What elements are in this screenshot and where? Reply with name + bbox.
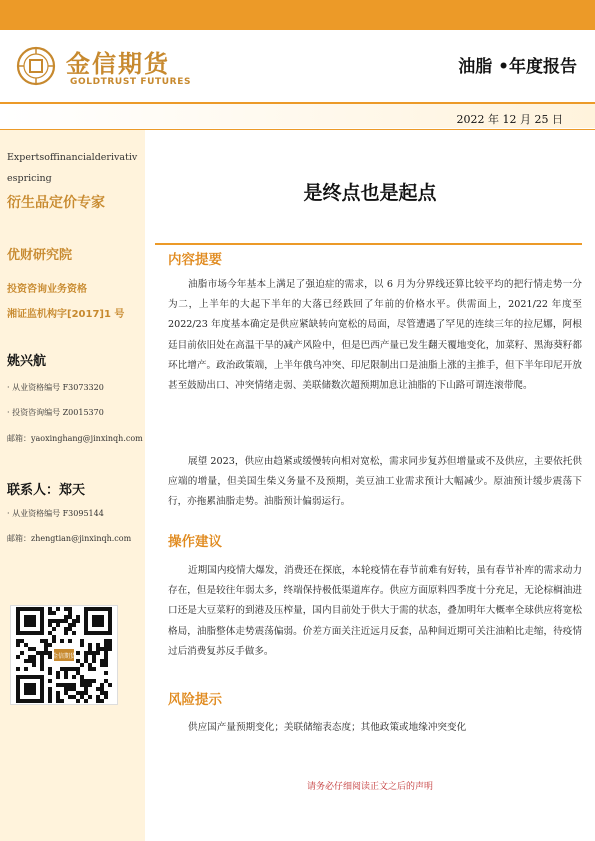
advice-paragraph: 近期国内疫情大爆发，消费还在探底，本轮疫情在春节前难有好转，虽有春节补库的需求动力存在，但是较往年弱太多，终端保持极低渠道库存。供应方面原料四季度十分充足，无论棕榈油进口还是大豆菜籽的到港及压榨量，国内目前处于供大于需的状态，叠加明年大概率全球供应将宽松格局，油脂整体走势震荡偏弱。价差方面关注近远月反套，品种间近期可关注油粕比走缩，待疫情过后消费复苏反手做多。 <box>168 565 582 657</box>
risk-paragraph: 供应国产量预期变化；美联储缩表态度；其他政策或地缘冲突变化 <box>188 722 467 733</box>
institute-name: 优财研究院 <box>7 248 73 263</box>
report-date: 2022 年 12 月 25 日 <box>456 113 563 126</box>
analyst-practice-cert: · 从业资格编号 F3073320 <box>7 383 104 392</box>
summary-paragraph-2: 展望 2023，供应由趋紧或缓慢转向相对宽松，需求同步复苏但增量或不及供应，主要依托供应端的增量，但美国生柴义务量不及预期，美豆油工业需求预计大幅减少。原油预计缓步震荡下行，亦拖累油脂走势。油脂预计偏弱运行。 <box>168 456 582 508</box>
disclaimer-note: 请务必仔细阅读正文之后的声明 <box>306 782 433 792</box>
section-rule-summary <box>155 243 582 245</box>
section-heading-advice: 操作建议 <box>168 534 222 550</box>
section-heading-risk: 风险提示 <box>168 692 222 708</box>
analyst-name: 姚兴航 <box>7 354 47 369</box>
brand-name-cn: 金信期货 <box>66 50 170 78</box>
contact-name: 联系人：郑天 <box>7 483 86 498</box>
section-heading-summary: 内容提要 <box>168 252 222 268</box>
analyst-email[interactable]: 邮箱：yaoxinghang@jinxinqh.com <box>7 434 143 443</box>
report-title: 是终点也是起点 <box>303 182 437 204</box>
slogan-cn: 衍生品定价专家 <box>7 195 105 211</box>
top-color-bar <box>0 0 595 30</box>
qr-logo-caption: 金信期货 <box>51 653 77 660</box>
brand-seal-icon <box>16 46 56 86</box>
brand-name-en: GOLDTRUST FUTURES <box>70 77 192 87</box>
qr-code-icon <box>11 606 117 704</box>
analyst-advisory-cert: · 投资咨询编号 Z0015370 <box>7 408 104 417</box>
report-type-label: 油脂 •年度报告 <box>458 57 577 77</box>
slogan-en: Expertsoffinancialderivativespricing <box>7 152 138 184</box>
contact-practice-cert: · 从业资格编号 F3095144 <box>7 509 104 518</box>
contact-email[interactable]: 邮箱：zhengtian@jinxinqh.com <box>7 534 132 543</box>
license-number: 湘证监机构字[2017]1 号 <box>7 309 125 320</box>
qualification: 投资咨询业务资格 <box>7 284 87 295</box>
summary-paragraph-1: 油脂市场今年基本上满足了强迫症的需求，以 6 月为分界线还算比较平均的把行情走势一分为二，上半年的大起下半年的大落已经跌回了年前的价格水平。供需面上，2021/22 年度至 2022/23 年度基本确定是供应紧缺转向宽松的局面，尽管遭遇了罕见的连续三年的拉尼娜，阿根廷目前依旧处在高温干旱的减产风险中，但是巴西产量已发生翻天覆地变化，加菜籽、黑海葵籽都环比增产。政治政策端，上半年俄乌冲突、印尼限制出口是油脂上涨的主推手，但下半年印尼开放甚至鼓励出口、冲突情绪走弱、美联储数次超预期加息让油脂的下山路可谓连滚带爬。 <box>168 279 582 392</box>
qr-code[interactable] <box>10 605 118 705</box>
